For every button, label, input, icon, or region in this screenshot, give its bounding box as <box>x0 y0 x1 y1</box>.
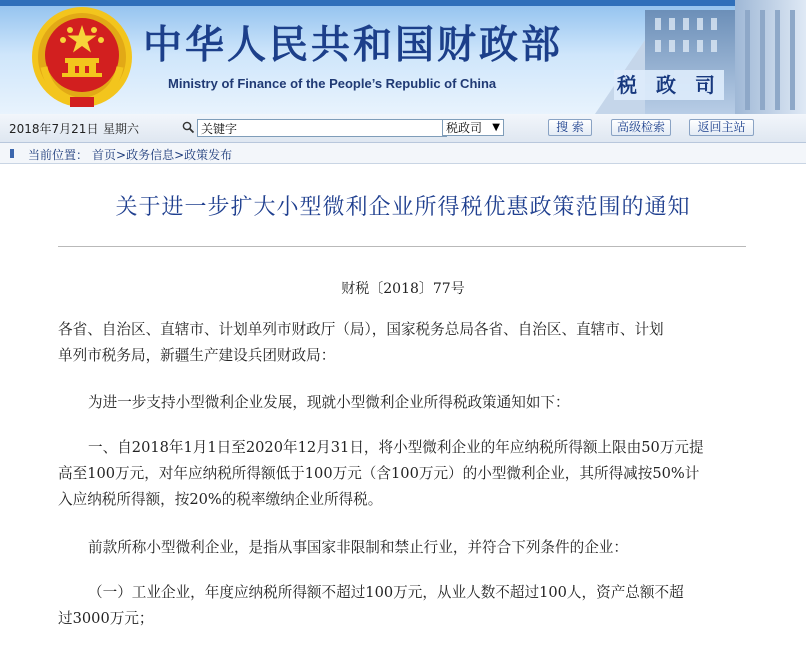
breadcrumb-trail <box>92 146 232 163</box>
chevron-down-icon: ▼ <box>492 122 500 133</box>
breadcrumb-item-home[interactable]: 首页 <box>92 148 117 162</box>
site-banner <box>0 0 806 114</box>
breadcrumb-item-government-info[interactable]: 政务信息 <box>126 148 175 162</box>
breadcrumb-marker-icon <box>10 149 14 158</box>
addressee-paragraph <box>58 317 748 369</box>
breadcrumb <box>0 143 806 164</box>
clause-1-paragraph <box>58 435 748 513</box>
search-button[interactable]: 搜 索 <box>548 119 592 136</box>
addressee-line: 各省、自治区、直辖市、计划单列市财政厅（局），国家税务总局各省、自治区、直辖市、计划 <box>58 321 664 338</box>
breadcrumb-label: 当前位置： <box>28 148 89 162</box>
intro-paragraph <box>58 390 748 416</box>
site-title-english: Ministry of Finance of the People’s Republic of China <box>168 76 497 91</box>
intro-line: 为进一步支持小型微利企业发展，现就小型微利企业所得税政策通知如下： <box>88 394 570 411</box>
site-title-chinese: 中华人民共和国财政部 <box>143 23 564 68</box>
clause-2-line: 前款所称小型微利企业，是指从事国家非限制和禁止行业，并符合下列条件的企业： <box>88 539 628 556</box>
breadcrumb-item-policy-release[interactable]: 政策发布 <box>184 148 233 162</box>
toolbar <box>0 114 806 143</box>
clause-1-line: 高至100万元，对年应纳税所得额低于100万元（含100万元）的小型微利企业，其所得减按50%计 <box>58 465 700 482</box>
search-scope-value: 税政司 <box>446 121 483 135</box>
search-icon <box>182 121 195 134</box>
home-button[interactable]: 返回主站 <box>689 119 754 136</box>
search-scope-select[interactable] <box>442 119 504 136</box>
clause-1-line: 一、自2018年1月1日至2020年12月31日，将小型微利企业的年应纳税所得额上限由50万元提 <box>88 439 704 456</box>
clause-1-line: 入应纳税所得额，按20%的税率缴纳企业所得税。 <box>58 491 383 508</box>
search-input[interactable] <box>197 119 447 137</box>
title-divider <box>58 246 746 247</box>
item-1-line: 过3000万元； <box>58 610 154 627</box>
breadcrumb-separator: > <box>174 148 185 162</box>
clause-2-paragraph <box>58 535 748 561</box>
national-emblem-icon <box>30 5 134 111</box>
advanced-search-button[interactable]: 高级检索 <box>611 119 671 136</box>
search-box <box>182 119 440 137</box>
item-1-paragraph <box>58 580 748 632</box>
document-number: 财税〔2018〕77号 <box>341 281 465 297</box>
current-date: 2018年7月21日 <box>9 122 99 136</box>
addressee-line: 单列市税务局，新疆生产建设兵团财政局： <box>58 347 336 364</box>
department-name: 税 政 司 <box>614 70 724 100</box>
current-weekday: 星期六 <box>103 122 140 136</box>
item-1-line: （一）工业企业，年度应纳税所得额不超过100万元，从业人数不超过100人，资产总额不超 <box>88 584 684 601</box>
article-title: 关于进一步扩大小型微利企业所得税优惠政策范围的通知 <box>115 195 691 220</box>
breadcrumb-separator: > <box>116 148 127 162</box>
